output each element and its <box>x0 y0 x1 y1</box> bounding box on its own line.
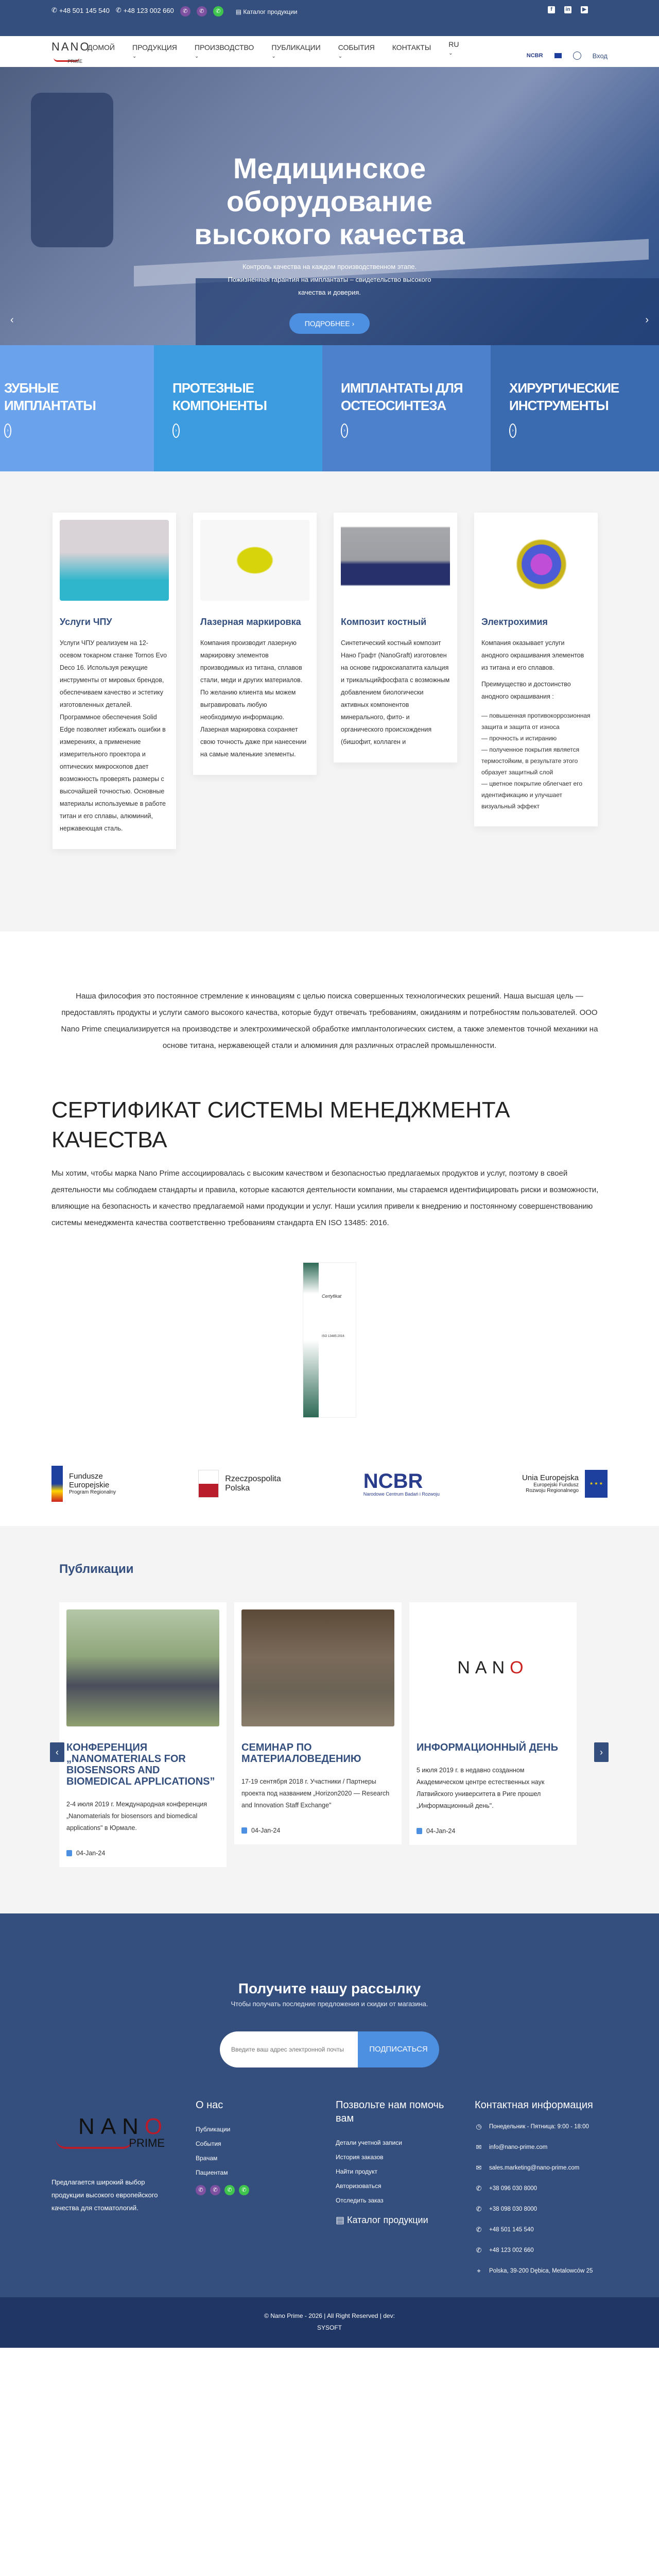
arrow-right-icon[interactable]: › <box>509 423 516 438</box>
arrow-right-icon[interactable]: › <box>172 423 180 438</box>
newsletter-form <box>220 2031 439 2067</box>
subscribe-button[interactable]: ПОДПИСАТЬСЯ <box>358 2031 439 2067</box>
footer-contact-title: Контактная информация <box>475 2099 593 2111</box>
publication-date: 04-Jan-24 <box>66 1850 219 1857</box>
login-link[interactable]: Вход <box>592 52 608 60</box>
contact-phone[interactable]: ✆ +38 096 030 8000 <box>475 2183 608 2194</box>
phone-icon: ✆ <box>476 2205 482 2213</box>
viber-icon[interactable]: ✆ <box>196 2185 206 2195</box>
philosophy-text: Наша философия это постоянное стремление к инновациям с целью поиска совершенных технологических решений. Наша высшая цель — предоставлять продукты и услуги самого высокого качества, которые будут отвечать требованиям, ожиданиям и потребностям пользователей. ООО Nano Prime специализируется на производстве и электрохимической обработке имплантологических систем, а также элементов точной механики на основе титана, нержавеющей стали и алюминия для различных отраслей промышленности. <box>61 992 598 1050</box>
nav-item-home[interactable]: ДОМОЙ <box>88 43 115 52</box>
calendar-icon <box>241 1827 247 1834</box>
category-dental-implants[interactable]: ЗУБНЫЕ ИМПЛАНТАТЫ › <box>0 345 154 471</box>
calendar-icon <box>417 1828 422 1834</box>
category-osteosynthesis[interactable]: ИМПЛАНТАТЫ ДЛЯ ОСТЕОСИНТЕЗА › <box>322 345 491 471</box>
viber-icon[interactable]: ✆ <box>197 6 207 16</box>
service-image <box>481 520 591 601</box>
funding-logos <box>51 1418 608 1505</box>
footer-about-title: О нас <box>196 2099 223 2111</box>
chevron-down-icon: ⌄ <box>338 54 343 59</box>
youtube-icon[interactable]: ▶ <box>581 6 588 13</box>
phone-icon: ✆ <box>476 2246 482 2254</box>
footer <box>0 2078 659 2297</box>
hero-slider <box>0 67 659 392</box>
hero-more-button[interactable]: ПОДРОБНЕЕ › <box>289 313 370 334</box>
eu-flag-icon: ★ ★ ★ <box>585 1470 608 1498</box>
rzeczpospolita-polska-logo: Rzeczpospolita Polska <box>198 1470 281 1498</box>
main-nav <box>0 36 659 67</box>
footer-link-track-order[interactable]: Отследить заказ <box>336 2197 384 2204</box>
service-card[interactable]: Композит костный Синтетический костный композит Нано Графт (NanoGraft) изготовлен на основе гидроксиапатита кальция и трикальцийфосфата с возможным добавлением биологически активных компонентов минерального, фито- и органического происхождения (бишофит, коллаген и <box>334 513 457 762</box>
footer-catalog-link[interactable]: ▤ Каталог продукции <box>336 2215 428 2225</box>
newsletter-section <box>0 1913 659 2078</box>
whatsapp-icon[interactable]: ✆ <box>239 2185 249 2195</box>
footer-link-publications[interactable]: Публикации <box>196 2126 231 2133</box>
phone-icon: ✆ <box>476 2184 482 2192</box>
nav-item-contacts[interactable]: КОНТАКТЫ <box>392 43 431 52</box>
catalog-icon: ▤ <box>336 2215 348 2225</box>
nav-item-events[interactable]: СОБЫТИЯ ⌄ <box>338 43 375 59</box>
mail-icon: ✉ <box>476 2164 482 2172</box>
chevron-down-icon: ⌄ <box>271 54 276 59</box>
footer-link-events[interactable]: События <box>196 2140 221 2147</box>
location-pin-icon: ⌖ <box>477 2267 481 2275</box>
logo[interactable]: NANO PRIME <box>51 40 91 64</box>
contact-phone[interactable]: ✆ +48 123 002 660 <box>475 2245 608 2256</box>
chevron-down-icon: ⌄ <box>132 54 137 59</box>
ncbr-logo[interactable]: NCBR <box>526 53 543 59</box>
phone-icon: ✆ <box>476 2226 482 2233</box>
service-card[interactable]: Услуги ЧПУ Услуги ЧПУ реализуем на 12-осевом токарном станке Tornos Evo Deco 16. Используя режущие инструменты от мировых брендов, обеспечиваем качество и эстетику изготовленных деталей. Программное обеспечения Solid Edge позволяет избежать ошибки в измерениях, а применение измерительного проектора и оптических микроскопов дает возможность проверять размеры с высочайшей точностью. Основные материалы используемые в работе титан и его сплавы, алюминий, нержавеющая сталь. <box>53 513 176 849</box>
service-card[interactable]: Электрохимия Компания оказывает услуги анодного окрашивания элементов из титана и его сплавов. Преимущество и достоинство анодного окрашивания : — повышенная противокоррозионная защита и защита от износа — прочность и истиранию — полученное покрытия является термостойким, в результате этого образует защитный слой — цветное покрытие облегчает его идентификацию и улучшает визуальный эффект <box>474 513 598 826</box>
nav-item-publications[interactable]: ПУБЛИКАЦИИ ⌄ <box>271 43 321 59</box>
fundusze-europejskie-logo: Fundusze Europejskie Program Regionalny <box>51 1466 116 1502</box>
publications-heading: Публикации <box>59 1562 134 1576</box>
catalog-link[interactable]: ▤ Каталог продукции <box>235 8 298 15</box>
footer-link-orders[interactable]: История заказов <box>336 2154 384 2161</box>
linkedin-icon[interactable]: in <box>564 6 571 13</box>
category-surgical-instruments[interactable]: ХИРУРГИЧЕСКИЕ ИНСТРУМЕНТЫ › <box>491 345 659 471</box>
footer-link-account[interactable]: Детали учетной записи <box>336 2139 402 2146</box>
catalog-icon: ▤ <box>235 8 244 15</box>
newsletter-email-input[interactable] <box>220 2031 358 2067</box>
footer-help-title: Позвольте нам помочь вам <box>336 2099 444 2124</box>
calendar-icon <box>66 1850 72 1856</box>
publication-card[interactable]: СЕМИНАР ПО МАТЕРИАЛОВЕДЕНИЮ 17-19 сентября 2018 г. Участники / Партнеры проекта под названием „Horizon2020 — Research and Innovation Staff Exchange" 04-Jan-24 <box>234 1602 402 1844</box>
publication-image <box>241 1609 394 1726</box>
clock-icon: ◷ <box>476 2123 482 2130</box>
hero-next-arrow[interactable]: › <box>645 314 649 326</box>
user-icon[interactable] <box>573 52 581 60</box>
footer-link-patients[interactable]: Пациентам <box>196 2169 228 2176</box>
contact-email[interactable]: ✉ sales.marketing@nano-prime.com <box>475 2162 608 2174</box>
logo-swoosh <box>56 2139 133 2149</box>
service-image <box>200 520 309 601</box>
category-tiles <box>0 345 659 471</box>
publication-image <box>66 1609 219 1726</box>
language-selector[interactable]: RU ⌄ <box>448 40 459 56</box>
publication-card[interactable]: NAN O ИНФОРМАЦИОННЫЙ ДЕНЬ 5 июля 2019 г. в недавно созданном Академическом центре естественных наук Латвийского университета в Риге прошел „Информационный день". 04-Jan-24 <box>409 1602 577 1845</box>
publication-card[interactable]: КОНФЕРЕНЦИЯ „NANOMATERIALS FOR BIOSENSORS AND BIOMEDICAL APPLICATIONS” 2-4 июля 2019 г. Международная конференция „Nanomaterials for biosensors and biomedical applications" в Юрмале. 04-Jan-24 <box>59 1602 227 1867</box>
copyright-bar <box>0 2297 659 2348</box>
nav-item-production[interactable]: ПРОИЗВОДСТВО ⌄ <box>194 43 254 59</box>
arrow-right-icon[interactable]: › <box>4 423 11 438</box>
copyright-text: © Nano Prime - 2026 | All Right Reserved | dev: SYSOFT <box>264 2312 395 2331</box>
arrow-right-icon[interactable]: › <box>341 423 348 438</box>
hero-title: Медицинское оборудование высокого качества <box>194 152 465 250</box>
facebook-icon[interactable]: f <box>548 6 555 13</box>
contact-email[interactable]: ✉ info@nano-prime.com <box>475 2142 608 2153</box>
contact-hours: ◷ Понедельник - Пятница: 9:00 - 18:00 <box>475 2121 608 2132</box>
carousel-prev-button[interactable]: ‹ <box>50 1742 64 1762</box>
footer-description: Предлагается широкий выбор продукции высокого европейского качества для стоматологий. <box>51 2178 158 2212</box>
contact-phone[interactable]: ✆ +38 098 030 8000 <box>475 2204 608 2215</box>
phone-link-1[interactable]: ✆ +48 501 145 540 <box>51 6 110 14</box>
phone-icon: ✆ <box>51 6 57 14</box>
hero-subtitle: Контроль качества на каждом производственном этапе. Пожизненная гарантия на имплантаты – свидетельство высокого качества и доверия. <box>228 263 431 296</box>
newsletter-subtitle: Чтобы получать последние предложения и скидки от магазина. <box>231 2000 428 2008</box>
footer-link-login[interactable]: Авторизоваться <box>336 2182 381 2190</box>
mail-icon: ✉ <box>476 2143 482 2151</box>
newsletter-title: Получите нашу рассылку <box>238 1980 421 1996</box>
category-prosthetic-components[interactable]: ПРОТЕЗНЫЕ КОМПОНЕНТЫ › <box>154 345 322 471</box>
services-section <box>0 471 659 931</box>
unia-europejska-logo: Unia Europejska Europejski Fundusz Rozwoju Regionalnego ★ ★ ★ <box>522 1470 608 1498</box>
chevron-down-icon: ⌄ <box>194 54 199 59</box>
service-card[interactable]: Лазерная маркировка Компания производит лазерную маркировку элементов производимых из титана, сплавов стали, меди и других материалов. По желанию клиента мы можем выгравировать любую необходимую информацию. Лазерная маркировка сохраняет свою точность даже при нанесении на самые маленькие элементы. <box>193 513 317 775</box>
top-bar <box>0 0 659 36</box>
hero-prev-arrow[interactable]: ‹ <box>10 314 14 326</box>
polish-flag-icon <box>198 1470 219 1498</box>
carousel-next-button[interactable]: › <box>594 1742 609 1762</box>
viber-icon[interactable]: ✆ <box>180 6 190 16</box>
whatsapp-icon[interactable]: ✆ <box>224 2185 235 2195</box>
publication-image-nano-prime-logo: NAN O <box>417 1609 569 1726</box>
ncbr-logo-large: NCBR Narodowe Centrum Badań i Rozwoju <box>363 1469 440 1497</box>
contact-address: ⌖ Polska, 39-200 Dębica, Metalowców 25 <box>475 2265 608 2277</box>
publications-section <box>0 1526 659 1913</box>
phone-link-2[interactable]: ✆ +48 123 002 660 <box>115 6 174 14</box>
service-image <box>341 520 450 601</box>
certificate-image[interactable]: Certyfikat ISO 13485:2016 <box>303 1262 356 1418</box>
nav-item-products[interactable]: ПРОДУКЦИЯ ⌄ <box>132 43 177 59</box>
publication-date: 04-Jan-24 <box>241 1827 394 1834</box>
phone-icon: ✆ <box>115 6 122 14</box>
chevron-down-icon: ⌄ <box>448 50 453 56</box>
footer-link-doctors[interactable]: Врачам <box>196 2155 218 2162</box>
service-image <box>60 520 169 601</box>
viber-icon[interactable]: ✆ <box>210 2185 220 2195</box>
certificate-title: СЕРТИФИКАТ СИСТЕМЫ МЕНЕДЖМЕНТА КАЧЕСТВА <box>51 1097 510 1153</box>
footer-link-find-product[interactable]: Найти продукт <box>336 2168 378 2175</box>
publication-date: 04-Jan-24 <box>417 1827 569 1835</box>
whatsapp-icon[interactable]: ✆ <box>213 6 223 16</box>
contact-phone[interactable]: ✆ +48 501 145 540 <box>475 2224 608 2235</box>
footer-logo[interactable]: NANO PRIME <box>51 2114 170 2155</box>
certificate-text: Мы хотим, чтобы марка Nano Prime ассоциировалась с высоким качеством и безопасностью предлагаемых продуктов и услуг, поэтому в своей деятельности мы соблюдаем стандарты и правила, которые касаются деятельности компании, мы стараемся идентифицировать риски и возможности, влияющие на безопасность и качество предлагаемой нами продукции и услуг. Наши усилия привели к внедрению и постоянному совершенствованию системы менеджмента качества соответственно требованиям стандарта EN ISO 13485: 2016. <box>51 1169 599 1227</box>
eu-flag-icon[interactable] <box>554 53 562 58</box>
